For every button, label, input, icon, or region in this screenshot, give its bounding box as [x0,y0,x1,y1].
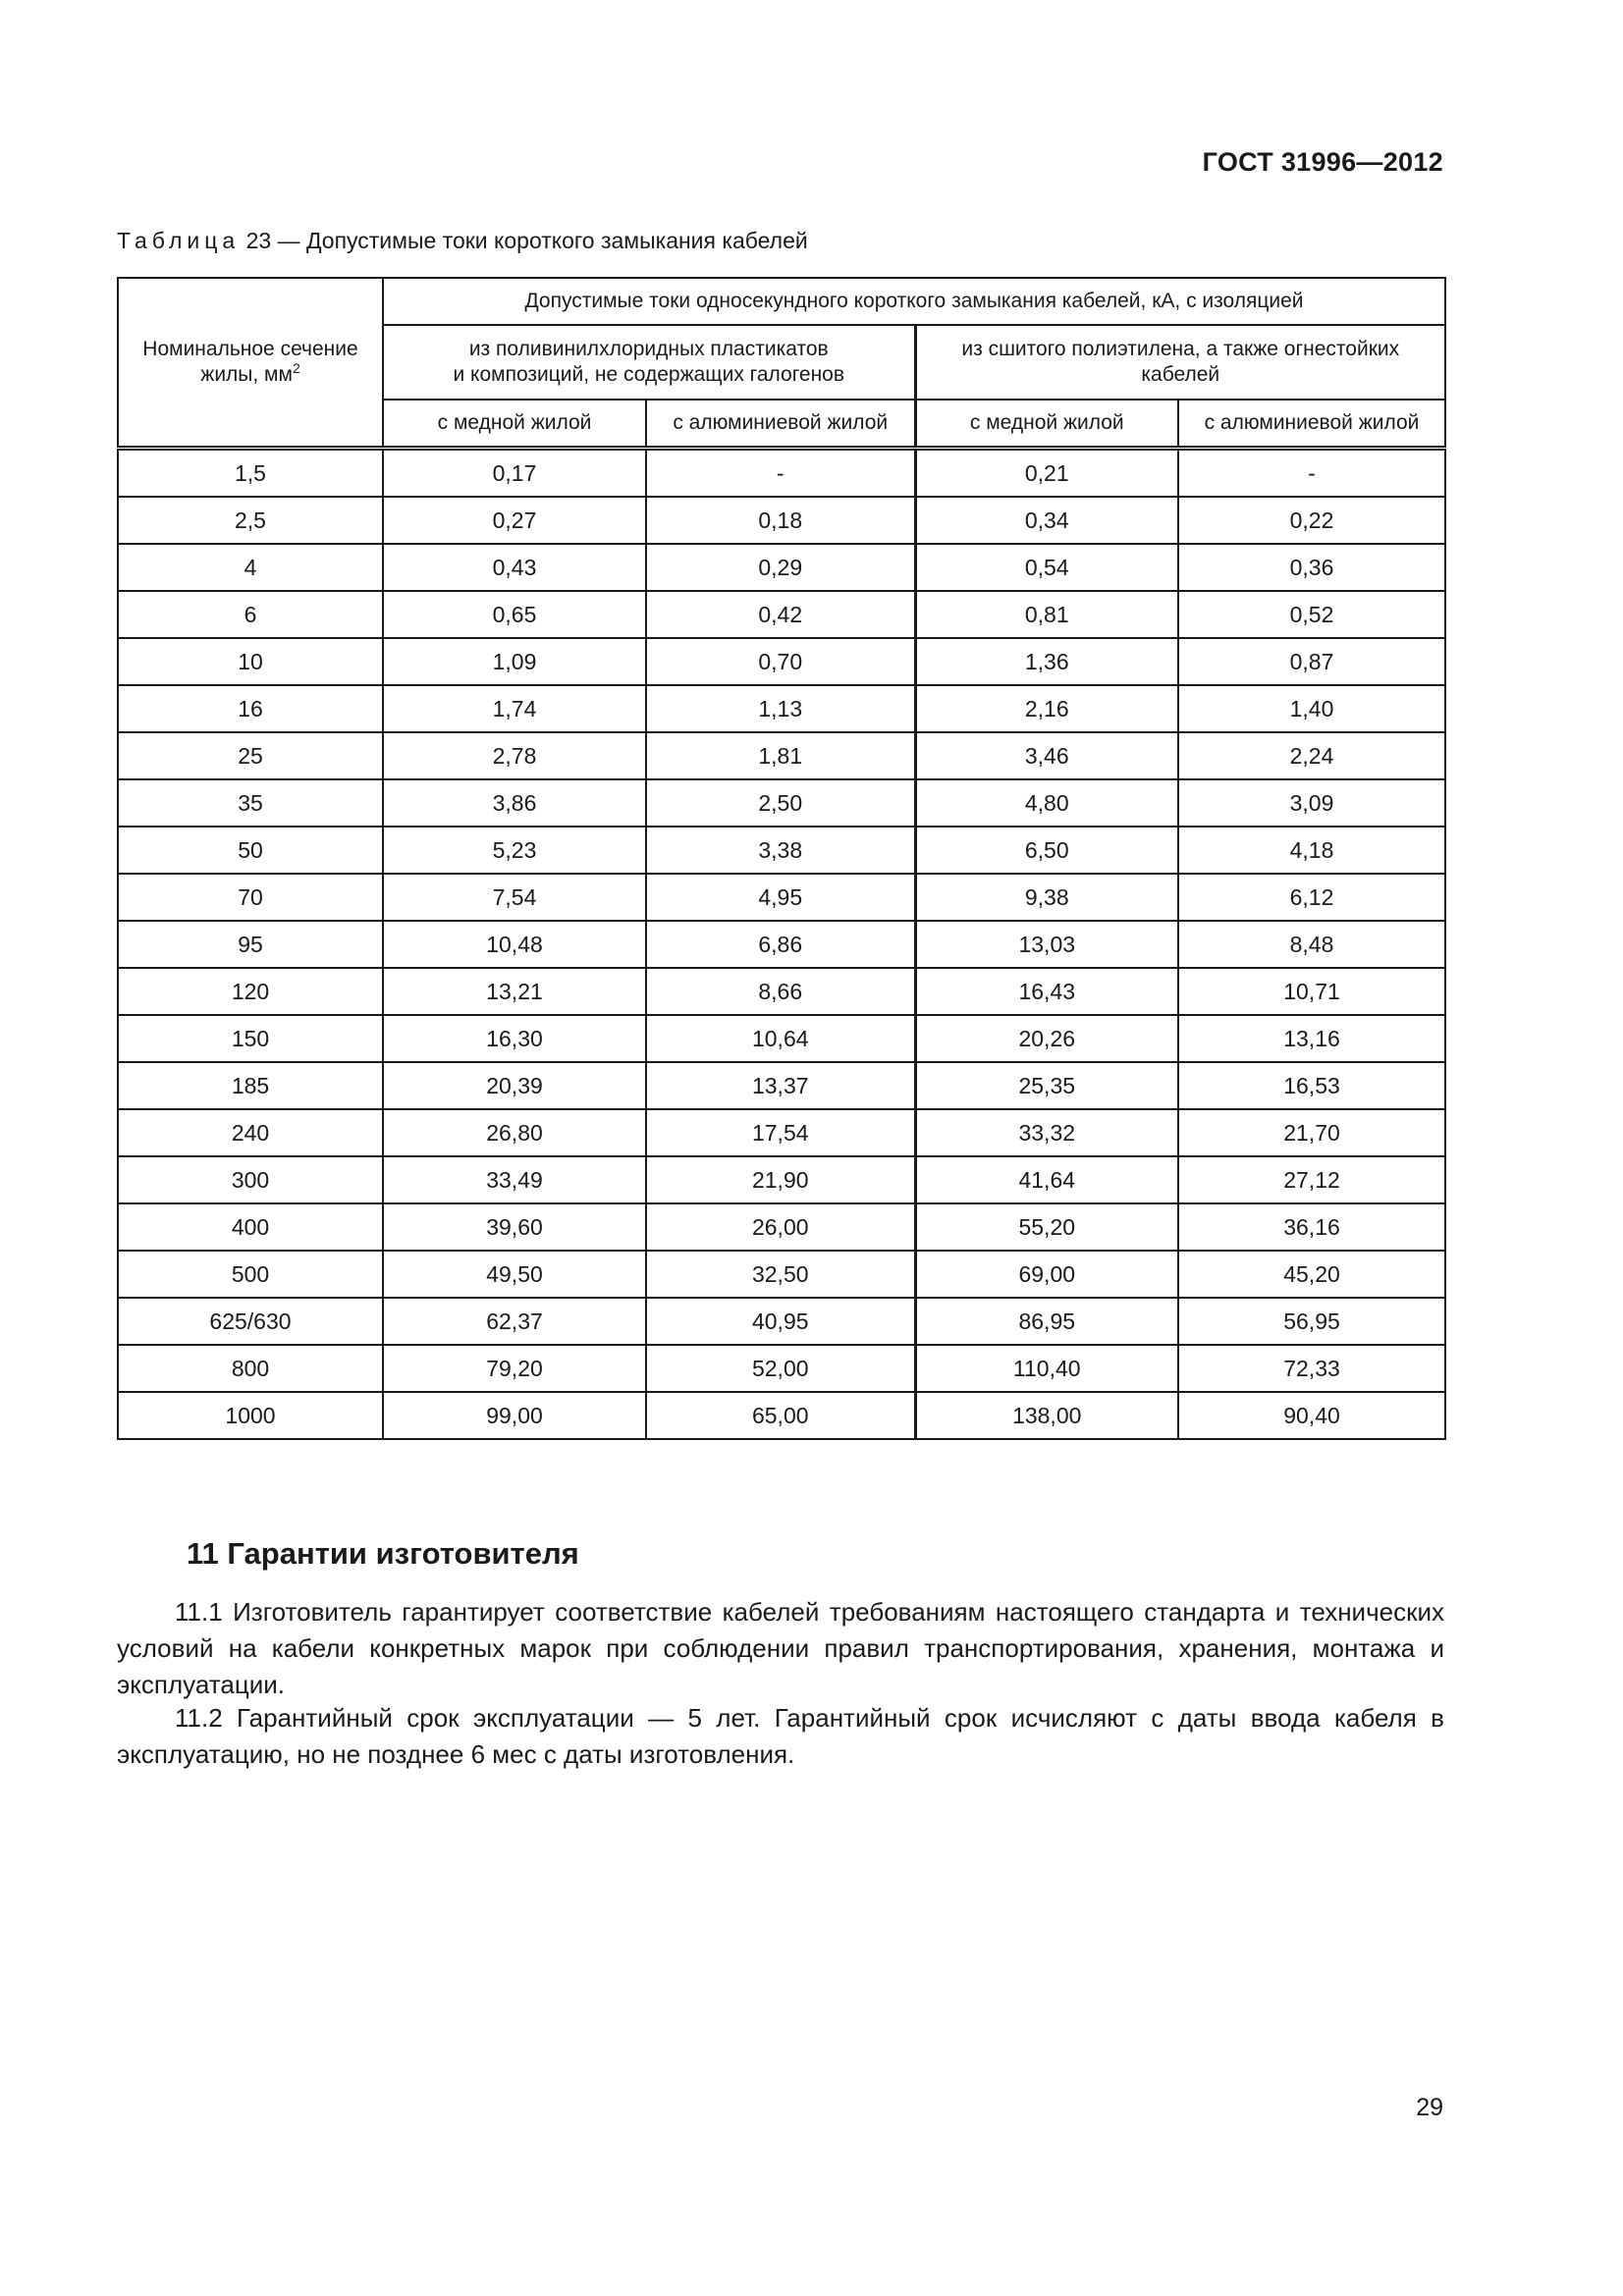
cell-cross-section: 4 [118,544,383,591]
table-caption-text: 23 — Допустимые токи короткого замыкания кабелей [240,228,808,253]
cell-cross-section: 50 [118,827,383,874]
table-row [118,1203,1445,1251]
cell-pvc-copper: 7,54 [383,874,646,921]
table-row [118,732,1445,779]
cell-pvc-copper: 16,30 [383,1015,646,1062]
cell-cross-section: 185 [118,1062,383,1109]
table-row [118,638,1445,685]
cell-pvc-copper: 20,39 [383,1062,646,1109]
cell-cross-section: 6 [118,591,383,638]
cell-xlpe-copper: 16,43 [915,968,1178,1015]
header-permissible-currents: Допустимые токи односекундного короткого замыкания кабелей, кА, с изоляцией [383,278,1445,325]
cell-cross-section: 95 [118,921,383,968]
cell-xlpe-aluminium: 2,24 [1178,732,1445,779]
table-row [118,591,1445,638]
cell-xlpe-aluminium: 0,22 [1178,497,1445,544]
table-caption [117,228,808,254]
table-body [118,449,1445,1440]
table-row [118,685,1445,732]
cell-cross-section: 120 [118,968,383,1015]
cell-cross-section: 500 [118,1251,383,1298]
cell-pvc-aluminium: 10,64 [646,1015,915,1062]
cell-xlpe-copper: 0,21 [915,449,1178,498]
table-row [118,544,1445,591]
cell-xlpe-aluminium: 10,71 [1178,968,1445,1015]
cell-pvc-copper: 33,49 [383,1156,646,1203]
cell-xlpe-aluminium: 21,70 [1178,1109,1445,1156]
cell-pvc-aluminium: 8,66 [646,968,915,1015]
cell-xlpe-aluminium: 4,18 [1178,827,1445,874]
cell-xlpe-aluminium: 16,53 [1178,1062,1445,1109]
cell-pvc-aluminium: 21,90 [646,1156,915,1203]
page-number: 29 [1416,2094,1443,2121]
cell-pvc-aluminium: 32,50 [646,1251,915,1298]
table-row [118,1015,1445,1062]
cell-xlpe-copper: 0,81 [915,591,1178,638]
cell-xlpe-aluminium: 27,12 [1178,1156,1445,1203]
cell-pvc-copper: 13,21 [383,968,646,1015]
cell-xlpe-aluminium: 36,16 [1178,1203,1445,1251]
cell-pvc-copper: 99,00 [383,1392,646,1439]
cell-pvc-copper: 26,80 [383,1109,646,1156]
cell-xlpe-copper: 20,26 [915,1015,1178,1062]
table-row [118,1062,1445,1109]
cell-pvc-copper: 2,78 [383,732,646,779]
cell-pvc-aluminium: 52,00 [646,1345,915,1392]
cell-xlpe-copper: 0,34 [915,497,1178,544]
cell-xlpe-aluminium: 6,12 [1178,874,1445,921]
cell-xlpe-copper: 69,00 [915,1251,1178,1298]
cell-pvc-copper: 79,20 [383,1345,646,1392]
cell-xlpe-aluminium: 0,36 [1178,544,1445,591]
cell-xlpe-copper: 33,32 [915,1109,1178,1156]
cell-pvc-aluminium: 6,86 [646,921,915,968]
table-row [118,497,1445,544]
cell-pvc-aluminium: 65,00 [646,1392,915,1439]
cell-xlpe-copper: 25,35 [915,1062,1178,1109]
header-pvc-aluminium: с алюминиевой жилой [646,400,915,449]
cell-xlpe-copper: 3,46 [915,732,1178,779]
cell-pvc-aluminium: 13,37 [646,1062,915,1109]
paragraph-11-2: 11.2 Гарантийный срок эксплуатации — 5 лет. Гарантийный срок исчисляют с даты ввода кабеля в эксплуатацию, но не позднее 6 мес с даты изготовления. [117,1703,1444,1769]
cell-pvc-aluminium: 1,81 [646,732,915,779]
cell-cross-section: 300 [118,1156,383,1203]
cell-cross-section: 10 [118,638,383,685]
cell-xlpe-copper: 41,64 [915,1156,1178,1203]
header-pvc-copper: с медной жилой [383,400,646,449]
cell-pvc-copper: 0,27 [383,497,646,544]
cell-cross-section: 800 [118,1345,383,1392]
cell-pvc-aluminium: 0,18 [646,497,915,544]
cell-xlpe-aluminium: 56,95 [1178,1298,1445,1345]
cell-pvc-copper: 39,60 [383,1203,646,1251]
cell-cross-section: 25 [118,732,383,779]
cell-cross-section: 1000 [118,1392,383,1439]
cell-pvc-copper: 0,65 [383,591,646,638]
cell-cross-section: 625/630 [118,1298,383,1345]
cell-xlpe-copper: 4,80 [915,779,1178,827]
cell-pvc-copper: 10,48 [383,921,646,968]
cell-cross-section: 16 [118,685,383,732]
header-cross-section: Номинальное сечение жилы, $мм^2$ [118,278,383,449]
cell-pvc-aluminium: - [646,449,915,498]
cell-xlpe-copper: 86,95 [915,1298,1178,1345]
cell-xlpe-aluminium: 0,87 [1178,638,1445,685]
cell-cross-section: 2,5 [118,497,383,544]
document-code: ГОСТ 31996—2012 [1202,147,1443,177]
cell-pvc-aluminium: 26,00 [646,1203,915,1251]
cell-xlpe-copper: 110,40 [915,1345,1178,1392]
cell-pvc-copper: 0,43 [383,544,646,591]
table-row [118,827,1445,874]
cell-xlpe-aluminium: 45,20 [1178,1251,1445,1298]
header-xlpe-copper: с медной жилой [915,400,1178,449]
cell-pvc-copper: 5,23 [383,827,646,874]
cell-pvc-aluminium: 17,54 [646,1109,915,1156]
cell-pvc-aluminium: 0,42 [646,591,915,638]
header-group-pvc: из поливинилхлоридных пластикатов и композиций, не содержащих галогенов [383,325,915,400]
cell-xlpe-copper: 6,50 [915,827,1178,874]
table-row [118,921,1445,968]
table-row [118,779,1445,827]
header-xlpe-aluminium: с алюминиевой жилой [1178,400,1445,449]
cell-pvc-aluminium: 4,95 [646,874,915,921]
cell-xlpe-copper: 138,00 [915,1392,1178,1439]
cell-pvc-aluminium: 0,70 [646,638,915,685]
cell-cross-section: 400 [118,1203,383,1251]
cell-xlpe-aluminium: 1,40 [1178,685,1445,732]
table-row [118,968,1445,1015]
cell-cross-section: 35 [118,779,383,827]
cell-xlpe-copper: 1,36 [915,638,1178,685]
cell-xlpe-aluminium: 3,09 [1178,779,1445,827]
cell-xlpe-copper: 9,38 [915,874,1178,921]
cell-xlpe-copper: 0,54 [915,544,1178,591]
cell-cross-section: 240 [118,1109,383,1156]
short-circuit-currents-table [117,277,1446,1440]
cell-pvc-aluminium: 40,95 [646,1298,915,1345]
table-row [118,1156,1445,1203]
cell-xlpe-copper: 2,16 [915,685,1178,732]
cell-xlpe-aluminium: 0,52 [1178,591,1445,638]
cell-xlpe-copper: 55,20 [915,1203,1178,1251]
cell-pvc-copper: 1,09 [383,638,646,685]
cell-cross-section: 70 [118,874,383,921]
table-row [118,1392,1445,1439]
cell-xlpe-aluminium: - [1178,449,1445,498]
cell-xlpe-aluminium: 13,16 [1178,1015,1445,1062]
cell-pvc-aluminium: 2,50 [646,779,915,827]
table-caption-word: Таблица [117,228,241,253]
cell-pvc-copper: 62,37 [383,1298,646,1345]
header-group-xlpe: из сшитого полиэтилена, а также огнестойких кабелей [915,325,1445,400]
cell-pvc-aluminium: 0,29 [646,544,915,591]
cell-xlpe-aluminium: 72,33 [1178,1345,1445,1392]
cell-xlpe-aluminium: 90,40 [1178,1392,1445,1439]
cell-pvc-copper: 3,86 [383,779,646,827]
cell-pvc-copper: 0,17 [383,449,646,498]
table-row [118,874,1445,921]
table-row [118,1298,1445,1345]
paragraph-11-1: 11.1 Изготовитель гарантирует соответствие кабелей требованиям настоящего стандарта и технических условий на кабели конкретных марок при соблюдении правил транспортирования, хранения, монтажа и эксплуатации. [117,1597,1444,1699]
cell-pvc-copper: 49,50 [383,1251,646,1298]
cell-xlpe-copper: 13,03 [915,921,1178,968]
table-row [118,449,1445,498]
table-row [118,1345,1445,1392]
cell-cross-section: 1,5 [118,449,383,498]
table-row [118,1251,1445,1298]
cell-xlpe-aluminium: 8,48 [1178,921,1445,968]
cell-pvc-aluminium: 1,13 [646,685,915,732]
cell-cross-section: 150 [118,1015,383,1062]
cell-pvc-aluminium: 3,38 [646,827,915,874]
section-title: 11 Гарантии изготовителя [187,1536,579,1571]
table-row [118,1109,1445,1156]
cell-pvc-copper: 1,74 [383,685,646,732]
